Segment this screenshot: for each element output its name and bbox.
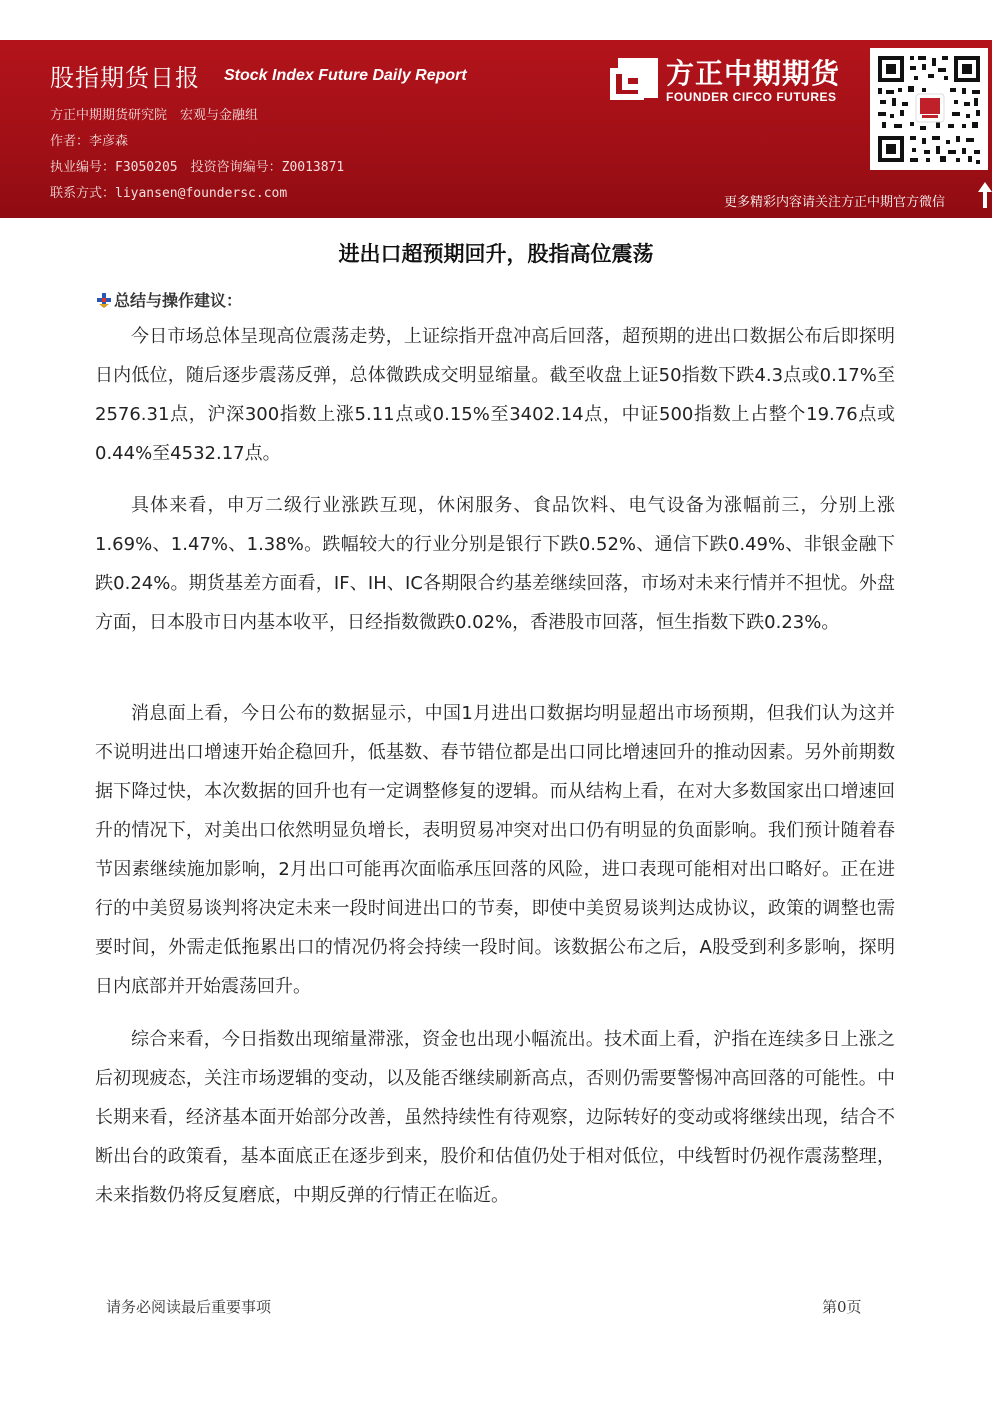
qr-code-icon[interactable] xyxy=(870,48,988,170)
paragraph-2: 具体来看，申万二级行业涨跌互现，休闲服务、食品饮料、电气设备为涨幅前三，分别上涨1.69%、1.47%、1.38%。跌幅较大的行业分别是银行下跌0.52%、通信下跌0.49%、非银金融下跌0.24%。期货基差方面看，IF、IH、IC各期限合约基差继续回落，市场对未来行情并不担忧。外盘方面，日本股市日内基本收平，日经指数微跌0.02%，香港股市回落，恒生指数下跌0.23%。 xyxy=(95,495,895,633)
institute-line: 方正中期期货研究院 宏观与金融组 xyxy=(50,108,259,123)
author-line: 作者：李彦森 xyxy=(50,134,129,149)
contact-text[interactable]: 联系方式：liyansen@foundersc.com xyxy=(50,186,288,201)
logo-text-en: FOUNDER CIFCO FUTURES xyxy=(666,90,837,104)
paragraph-4: 综合来看，今日指数出现缩量滞涨，资金也出现小幅流出。技术面上看，沪指在连续多日上涨之后初现疲态，关注市场逻辑的变动，以及能否继续刷新高点，否则仍需要警惕冲高回落的可能性。中长期来看，经济基本面开始部分改善，虽然持续性有待观察，边际转好的变动或将继续出现，结合不断出台的政策看，基本面底正在逐步到来，股价和估值仍处于相对低位，中线暂时仍视作震荡整理，未来指数仍将反复磨底，中期反弹的行情正在临近。 xyxy=(95,1029,895,1206)
paragraph-3: 消息面上看，今日公布的数据显示，中国1月进出口数据均明显超出市场预期，但我们认为这并不说明进出口增速开始企稳回升，低基数、春节错位都是出口同比增速回升的推动因素。另外前期数据下降过快，本次数据的回升也有一定调整修复的逻辑。而从结构上看，在对大多数国家出口增速回升的情况下，对美出口依然明显负增长，表明贸易冲突对出口仍有明显的负面影响。我们预计随着春节因素继续施加影响，2月出口可能再次面临承压回落的风险，进口表现可能相对出口略好。正在进行的中美贸易谈判将决定未来一段时间进出口的节奏，即使中美贸易谈判达成协议，政策的调整也需要时间，外需走低拖累出口的情况仍将会持续一段时间。该数据公布之后，A股受到利多影响，探明日内底部并开始震荡回升。 xyxy=(95,703,895,997)
contact-line xyxy=(50,182,287,201)
report-title-en: Stock Index Future Daily Report xyxy=(224,67,467,84)
footer-disclaimer: 请务必阅读最后重要事项 xyxy=(106,1298,272,1316)
section-heading xyxy=(96,288,242,311)
article-headline: 进出口超预期回升，股指高位震荡 xyxy=(338,242,654,266)
arrow-up-icon xyxy=(978,182,992,208)
follow-wechat-text: 更多精彩内容请关注方正中期官方微信 xyxy=(724,195,946,210)
founder-logo-icon xyxy=(608,54,660,102)
paragraph-1: 今日市场总体呈现高位震荡走势，上证综指开盘冲高后回落，超预期的进出口数据公布后即探明日内低位，随后逐步震荡反弹，总体微跌成交明显缩量。截至收盘上证50指数下跌4.3点或0.17%至2576.31点，沪深300指数上涨5.11点或0.15%至3402.14点，中证500指数上占整个19.76点或0.44%至4532.17点。 xyxy=(95,326,895,464)
bullet-icon xyxy=(96,292,112,308)
report-title-cn: 股指期货日报 xyxy=(50,64,200,92)
section-title: 总结与操作建议： xyxy=(114,291,243,310)
logo-text-cn: 方正中期期货 xyxy=(666,57,841,90)
page-number: 第0页 xyxy=(822,1298,862,1316)
license-line: 执业编号：F3050205 投资咨询编号：Z0013871 xyxy=(50,160,345,175)
